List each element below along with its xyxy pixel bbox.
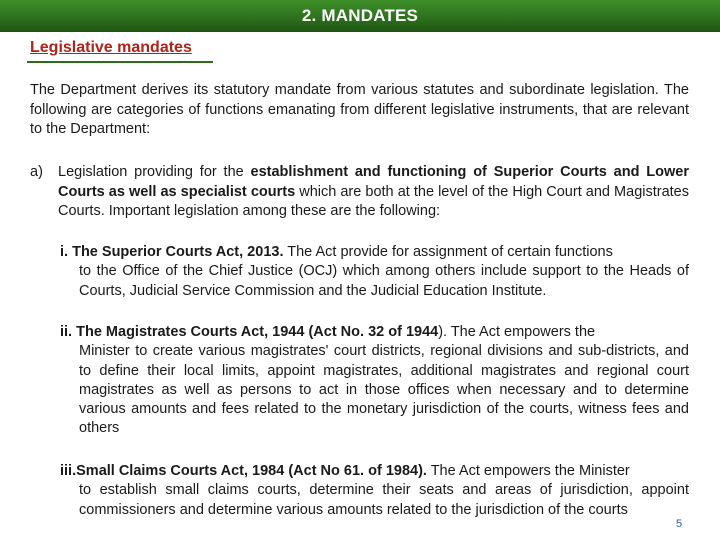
section-heading: Legislative mandates <box>30 39 192 56</box>
list-item-a <box>30 163 689 222</box>
act-title: The Superior Courts Act, 2013. <box>72 244 284 260</box>
sub-item-text: to the Office of the Chief Justice (OCJ) which among others include support to the Heads of Courts, Judicial Service Commission and the Judicial Education Institute. <box>79 263 689 299</box>
list-marker: a) <box>30 164 43 180</box>
intro-paragraph: The Department derives its statutory mandate from various statutes and subordinate legislation. The following are categories of functions emanating from different legislative instruments, that are relevant to the Department: <box>30 82 689 137</box>
sub-item-text: to establish small claims courts, determine their seats and areas of jurisdiction, appoint commissioners and determine various amounts related to the jurisdiction of the courts <box>79 482 689 518</box>
sub-list-item-iii: iii.Small Claims Courts Act, 1984 (Act No 61. of 1984). The Act empowers the Minister to establish small claims courts, determine their seats and areas of jurisdiction, appoint commissioners and determine various amounts related to the jurisdiction of the courts <box>60 462 689 520</box>
sub-list-item-ii: ii. The Magistrates Courts Act, 1944 (Act No. 32 of 1944). The Act empowers the Minister to create various magistrates' court districts, regional divisions and sub-districts, and to define their local limits, appoint magistrates, additional magistrates and regional court magistrates as well as persons to act in those offices when necessary and to determine various amounts and fees related to the monetary jurisdiction of the courts, witness fees and others <box>60 323 689 439</box>
page-title: 2. MANDATES <box>301 6 419 25</box>
act-title: Small Claims Courts Act, 1984 (Act No 61. of 1984). <box>76 463 427 479</box>
heading-underline-rule <box>27 61 213 63</box>
list-item-text: Legislation providing for the establishment and functioning of Superior Courts and Lower Courts as well as specialist courts which are both at the level of the High Court and Magistrates Courts. Important legislation among these are the following: <box>58 164 690 219</box>
sub-list-item-i: i. The Superior Courts Act, 2013. The Act provide for assignment of certain functions to the Office of the Chief Justice (OCJ) which among others include support to the Heads of Courts, Judicial Service Commission and the Judicial Education Institute. <box>60 243 689 301</box>
list-marker: ii. <box>60 324 73 340</box>
page-number: 5 <box>676 518 683 530</box>
list-marker: iii. <box>60 463 77 479</box>
act-title: The Magistrates Courts Act, 1944 (Act No. 32 of 1944 <box>76 324 439 340</box>
sub-item-text: Minister to create various magistrates' court districts, regional divisions and sub-districts, and to define their local limits, appoint magistrates, additional magistrates and regional court magistrates as well as persons to act in those offices when necessary and to determine various amounts and fees related to the monetary jurisdiction of the courts, witness fees and others <box>79 343 689 437</box>
emphasis: establishment and functioning of Superior Courts and Lower Courts as well as specialist courts <box>58 164 689 200</box>
list-marker: i. <box>60 244 69 260</box>
